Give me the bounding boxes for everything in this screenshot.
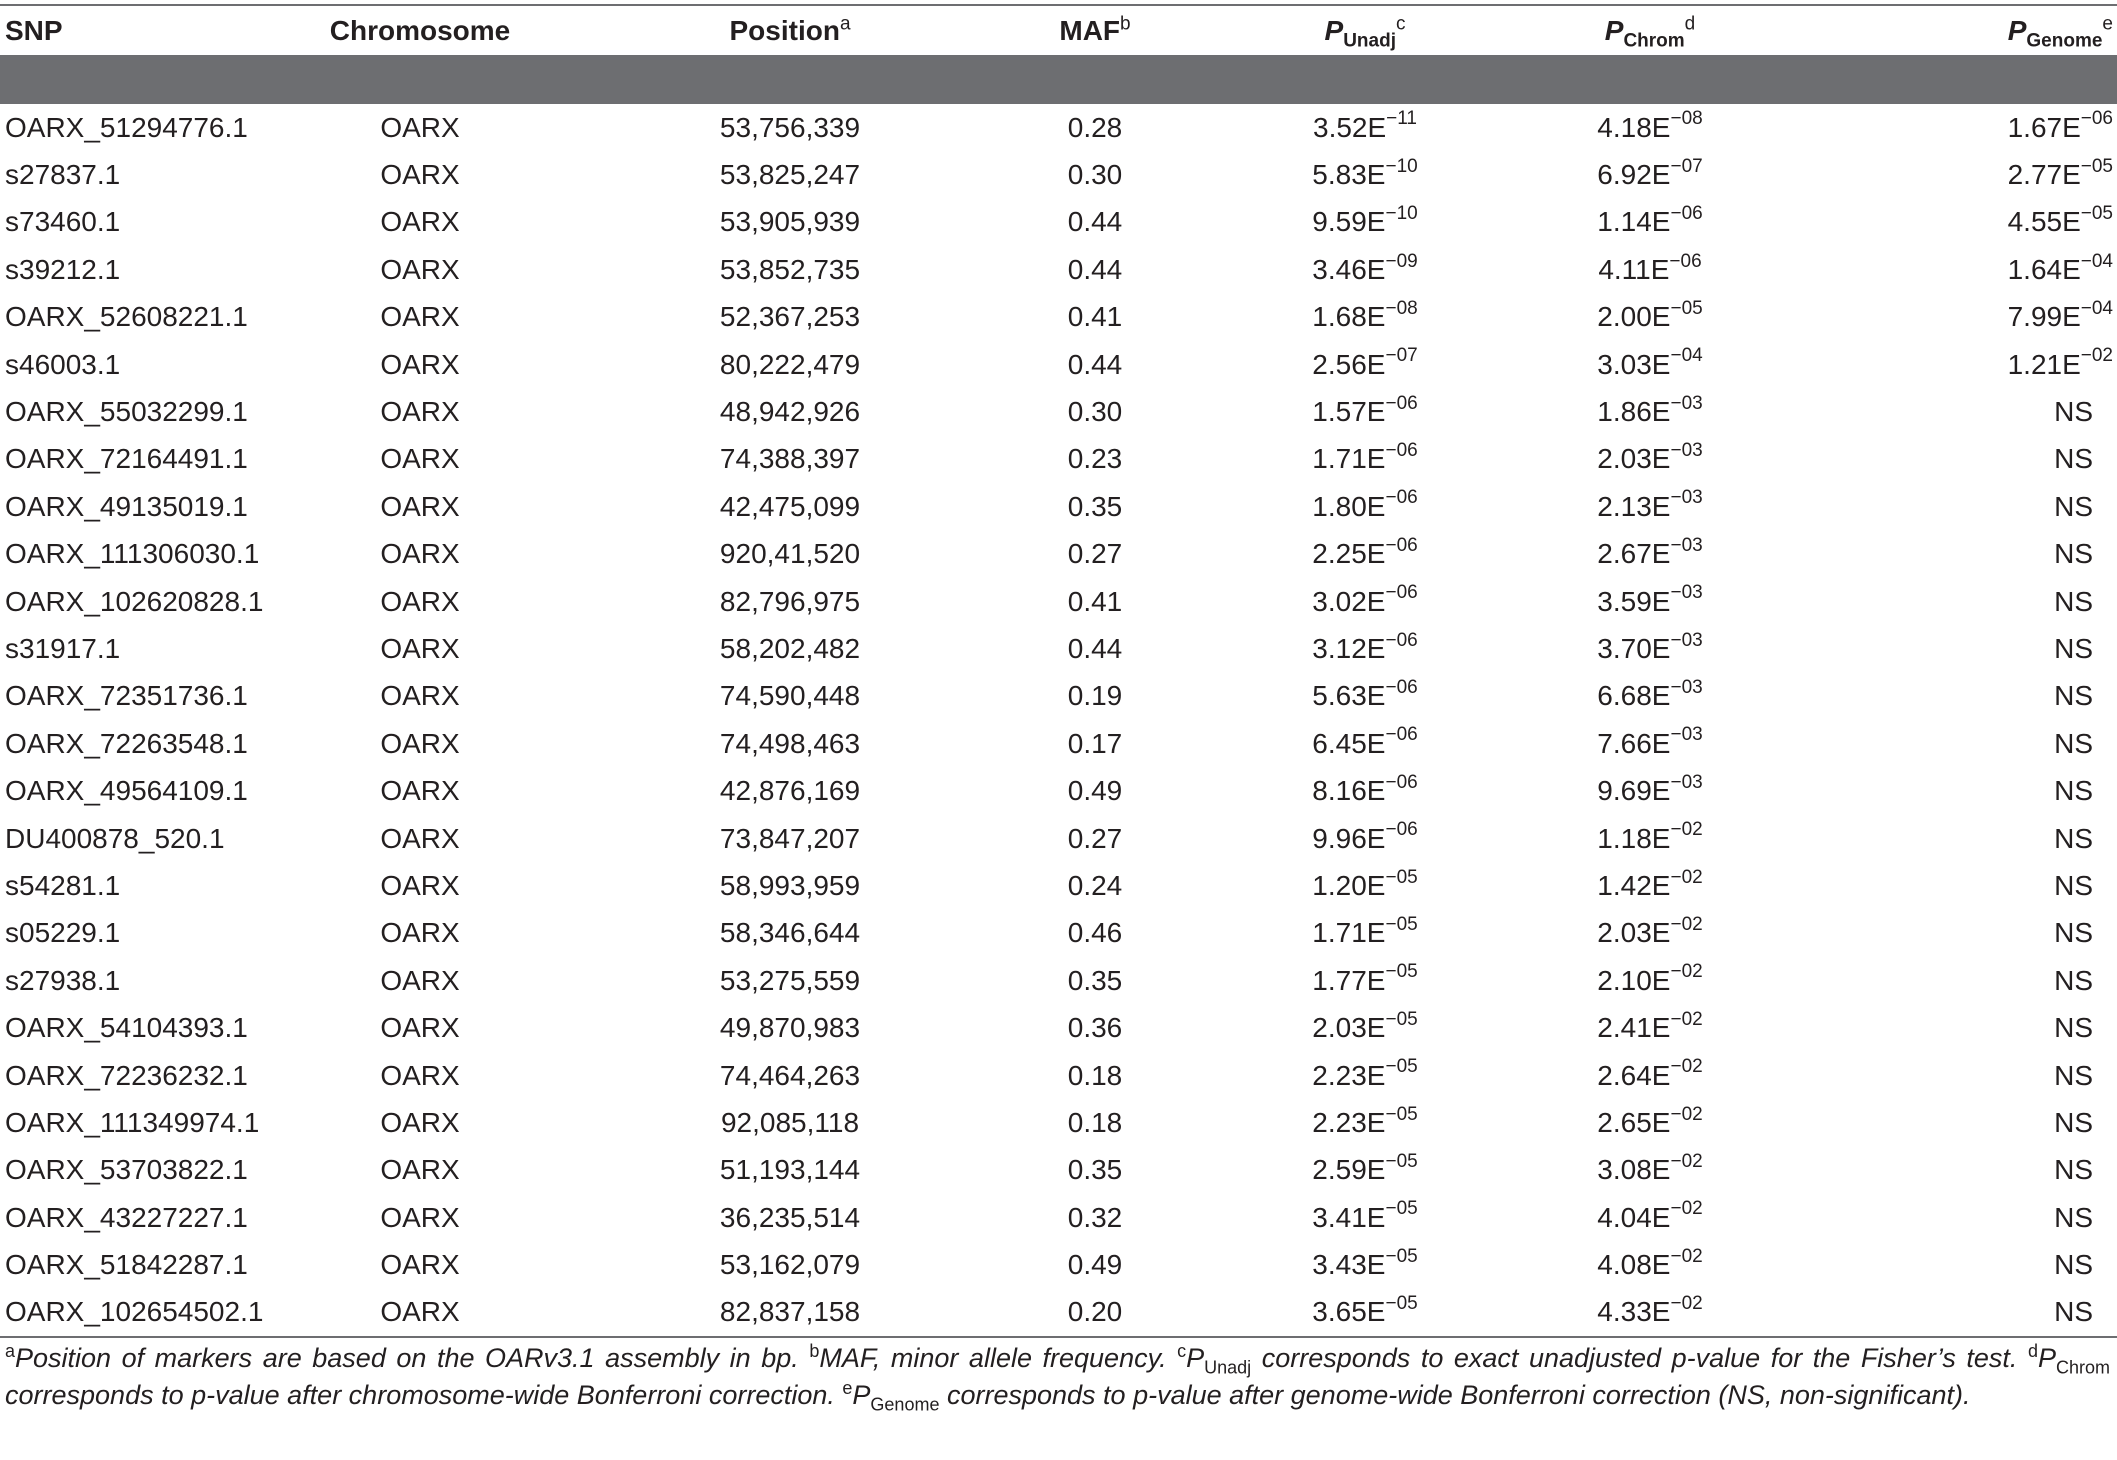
- cell-maf: 0.35: [1067, 1154, 1123, 1186]
- cell-p-chrom: $2.41E^{-02}$: [1597, 1008, 1703, 1044]
- table-row: [0, 1052, 2117, 1099]
- cell-position: 82,837,158: [719, 1296, 861, 1328]
- cell-p-chrom: $4.11E^{-06}$: [1598, 250, 1702, 285]
- cell-p-genome: NS: [2054, 727, 2093, 759]
- cell-position: 74,498,463: [719, 727, 861, 759]
- cell-snp: OARX_102654502.1: [5, 1296, 264, 1328]
- cell-p-genome: $1.64E^{-04}$: [2007, 250, 2113, 285]
- cell-snp: OARX_52608221.1: [5, 301, 248, 333]
- cell-p-unadj: $1.77E^{-05}$: [1312, 961, 1418, 996]
- cell-chromosome: OARX: [380, 396, 460, 428]
- table-row: [0, 910, 2117, 957]
- table-body: [0, 104, 2117, 1336]
- cell-p-unadj: $3.41E^{-05}$: [1312, 1198, 1418, 1233]
- table-row: [0, 483, 2117, 530]
- cell-chromosome: OARX: [380, 1059, 460, 1091]
- cell-p-chrom: $2.10E^{-02}$: [1597, 961, 1703, 996]
- table-header: [0, 6, 2117, 104]
- cell-p-chrom: $2.64E^{-02}$: [1597, 1056, 1703, 1091]
- cell-p-genome: NS: [2054, 443, 2093, 475]
- table-row: [0, 1004, 2117, 1051]
- cell-maf: 0.17: [1067, 727, 1123, 759]
- table-row: [0, 815, 2117, 862]
- cell-p-unadj: $1.68E^{-08}$: [1312, 297, 1418, 333]
- cell-p-chrom: $1.18E^{-02}$: [1597, 819, 1703, 854]
- table-row: [0, 673, 2117, 720]
- cell-chromosome: OARX: [380, 159, 460, 191]
- header-snp: SNP: [5, 14, 63, 46]
- cell-p-genome: NS: [2054, 585, 2093, 617]
- cell-chromosome: OARX: [380, 1296, 460, 1328]
- cell-p-unadj: $3.52E^{-11}$: [1313, 108, 1417, 143]
- table-row: [0, 1241, 2117, 1288]
- table-row: [0, 1194, 2117, 1241]
- cell-maf: 0.18: [1067, 1106, 1123, 1138]
- cell-maf: 0.49: [1067, 775, 1123, 807]
- cell-p-unadj: $5.83E^{-10}$: [1312, 155, 1418, 191]
- cell-snp: OARX_111349974.1: [5, 1106, 260, 1138]
- cell-maf: 0.30: [1067, 396, 1123, 428]
- cell-p-chrom: $4.18E^{-08}$: [1597, 108, 1703, 143]
- cell-p-chrom: $6.92E^{-07}$: [1597, 155, 1703, 191]
- table-row: [0, 1099, 2117, 1146]
- cell-position: 73,847,207: [719, 822, 861, 854]
- cell-p-genome: NS: [2054, 632, 2093, 664]
- cell-p-chrom: $4.33E^{-02}$: [1597, 1293, 1703, 1328]
- cell-p-unadj: $3.46E^{-09}$: [1312, 250, 1418, 285]
- cell-p-chrom: $4.08E^{-02}$: [1597, 1245, 1703, 1281]
- cell-snp: s39212.1: [5, 253, 121, 285]
- cell-position: 58,346,644: [719, 917, 861, 949]
- cell-p-unadj: $1.80E^{-06}$: [1312, 487, 1418, 522]
- cell-p-genome: NS: [2054, 538, 2093, 570]
- cell-snp: OARX_72263548.1: [5, 727, 248, 759]
- cell-maf: 0.27: [1067, 538, 1123, 570]
- cell-chromosome: OARX: [380, 1012, 460, 1044]
- cell-snp: OARX_53703822.1: [5, 1154, 248, 1186]
- cell-chromosome: OARX: [380, 348, 460, 380]
- table-row: [0, 199, 2117, 246]
- cell-p-chrom: $6.68E^{-03}$: [1597, 677, 1703, 712]
- cell-p-unadj: $1.71E^{-05}$: [1312, 914, 1418, 949]
- cell-position: 74,464,263: [719, 1059, 861, 1091]
- cell-p-unadj: $1.20E^{-05}$: [1312, 866, 1418, 901]
- cell-maf: 0.32: [1067, 1201, 1123, 1233]
- cell-position: 74,590,448: [719, 680, 861, 712]
- footnote-e: corresponds to p-value after genome-wide Bonferroni correction (NS, non-significant).: [939, 1380, 1971, 1410]
- cell-p-unadj: $6.45E^{-06}$: [1312, 724, 1418, 759]
- footnote-a: Position of markers are based on the OARv3.1 assembly in bp.: [15, 1343, 810, 1373]
- cell-maf: 0.23: [1067, 443, 1123, 475]
- table-row: [0, 957, 2117, 1004]
- cell-snp: OARX_111306030.1: [5, 538, 260, 570]
- cell-p-chrom: $2.67E^{-03}$: [1597, 534, 1703, 570]
- cell-p-chrom: $1.42E^{-02}$: [1597, 866, 1703, 901]
- cell-chromosome: OARX: [380, 727, 460, 759]
- cell-p-genome: NS: [2054, 1106, 2093, 1138]
- table-row: [0, 104, 2117, 151]
- cell-chromosome: OARX: [380, 585, 460, 617]
- table-row: [0, 625, 2117, 672]
- cell-chromosome: OARX: [380, 253, 460, 285]
- header-p-chrom: $P_{Chrom}^d$: [1604, 13, 1696, 52]
- cell-maf: 0.28: [1067, 111, 1123, 143]
- cell-position: 920,41,520: [719, 538, 861, 570]
- header-position: Position$^a$: [729, 13, 851, 46]
- cell-snp: DU400878_520.1: [5, 822, 225, 854]
- cell-snp: OARX_72164491.1: [5, 443, 248, 475]
- table-row: [0, 767, 2117, 814]
- cell-chromosome: OARX: [380, 1249, 460, 1281]
- cell-snp: OARX_72351736.1: [5, 680, 248, 712]
- cell-position: 80,222,479: [719, 348, 861, 380]
- cell-p-unadj: $2.25E^{-06}$: [1312, 534, 1418, 570]
- cell-chromosome: OARX: [380, 964, 460, 996]
- table-row: [0, 246, 2117, 293]
- cell-p-genome: NS: [2054, 869, 2093, 901]
- cell-position: 48,942,926: [719, 396, 861, 428]
- header-rule: [0, 55, 2117, 104]
- cell-p-genome: NS: [2054, 1201, 2093, 1233]
- cell-position: 58,993,959: [719, 869, 861, 901]
- table-row: [0, 341, 2117, 388]
- cell-snp: s05229.1: [5, 917, 121, 949]
- cell-p-genome: NS: [2054, 1296, 2093, 1328]
- cell-p-genome: $1.67E^{-06}$: [2007, 108, 2113, 143]
- cell-p-genome: NS: [2054, 396, 2093, 428]
- cell-snp: OARX_43227227.1: [5, 1201, 248, 1233]
- cell-position: 53,852,735: [719, 253, 861, 285]
- cell-chromosome: OARX: [380, 206, 460, 238]
- cell-maf: 0.49: [1067, 1249, 1123, 1281]
- table-row: [0, 388, 2117, 435]
- cell-p-unadj: $2.59E^{-05}$: [1312, 1150, 1418, 1186]
- cell-p-chrom: $9.69E^{-03}$: [1597, 771, 1703, 807]
- cell-snp: OARX_102620828.1: [5, 585, 264, 617]
- table-bottom-rule: [0, 1336, 2117, 1338]
- cell-p-genome: NS: [2054, 680, 2093, 712]
- cell-p-chrom: $7.66E^{-03}$: [1597, 724, 1703, 759]
- cell-p-chrom: $3.03E^{-04}$: [1597, 345, 1703, 380]
- cell-p-chrom: $1.86E^{-03}$: [1597, 392, 1703, 428]
- cell-maf: 0.20: [1067, 1296, 1123, 1328]
- table-row: [0, 1289, 2117, 1336]
- cell-chromosome: OARX: [380, 538, 460, 570]
- cell-maf: 0.46: [1067, 917, 1123, 949]
- cell-chromosome: OARX: [380, 301, 460, 333]
- cell-p-chrom: $2.13E^{-03}$: [1597, 487, 1703, 522]
- cell-snp: s46003.1: [5, 348, 121, 380]
- cell-snp: s31917.1: [5, 632, 121, 664]
- table-row: [0, 862, 2117, 909]
- cell-p-genome: NS: [2054, 1059, 2093, 1091]
- cell-p-genome: NS: [2054, 964, 2093, 996]
- cell-p-chrom: $3.59E^{-03}$: [1597, 582, 1703, 617]
- cell-p-genome: NS: [2054, 1012, 2093, 1044]
- cell-maf: 0.19: [1067, 680, 1123, 712]
- table-row: [0, 294, 2117, 341]
- cell-position: 49,870,983: [719, 1012, 861, 1044]
- table-row: [0, 578, 2117, 625]
- cell-position: 53,162,079: [719, 1249, 861, 1281]
- footnote-c: corresponds to exact unadjusted p-value for the Fisher’s test.: [1251, 1343, 2028, 1373]
- cell-snp: OARX_54104393.1: [5, 1012, 248, 1044]
- cell-maf: 0.27: [1067, 822, 1123, 854]
- cell-p-unadj: $1.71E^{-06}$: [1312, 440, 1418, 475]
- cell-maf: 0.41: [1067, 301, 1123, 333]
- cell-position: 53,905,939: [719, 206, 861, 238]
- cell-snp: s27837.1: [5, 159, 121, 191]
- cell-position: 53,825,247: [719, 159, 861, 191]
- cell-snp: OARX_49135019.1: [5, 490, 248, 522]
- cell-p-unadj: $2.23E^{-05}$: [1312, 1103, 1418, 1138]
- cell-snp: OARX_72236232.1: [5, 1059, 248, 1091]
- header-maf: MAF$^b$: [1059, 13, 1131, 46]
- snp-results-table: [0, 6, 2117, 1336]
- cell-snp: OARX_51842287.1: [5, 1249, 248, 1281]
- cell-chromosome: OARX: [380, 632, 460, 664]
- cell-p-genome: NS: [2054, 917, 2093, 949]
- cell-p-chrom: $1.14E^{-06}$: [1597, 203, 1703, 238]
- cell-p-chrom: $2.00E^{-05}$: [1597, 297, 1703, 333]
- cell-chromosome: OARX: [380, 680, 460, 712]
- header-p-unadj: $P_{Unadj}^c$: [1324, 13, 1406, 52]
- cell-p-unadj: $9.59E^{-10}$: [1312, 203, 1418, 238]
- cell-p-unadj: $3.02E^{-06}$: [1312, 582, 1418, 617]
- table-row: [0, 1147, 2117, 1194]
- cell-p-genome: NS: [2054, 1249, 2093, 1281]
- cell-chromosome: OARX: [380, 490, 460, 522]
- cell-snp: OARX_51294776.1: [5, 111, 248, 143]
- table-footnote: $^a$Position of markers are based on the OARv3.1 assembly in bp. $^b$MAF, minor allele frequency. $^cP_{Unadj}$ corresponds to exact unadjusted p-value for the Fisher’s test. $^dP_{Chrom}$ corresponds to p-value after chromosome-wide Bonferroni correction. $^eP_{Genome}$ corresponds to p-value after genome-wide Bonferroni correction (NS, non-significant).: [5, 1341, 2110, 1415]
- cell-maf: 0.44: [1067, 348, 1123, 380]
- cell-position: 51,193,144: [719, 1154, 861, 1186]
- cell-maf: 0.44: [1067, 206, 1123, 238]
- cell-snp: s54281.1: [5, 869, 121, 901]
- cell-p-chrom: $2.65E^{-02}$: [1597, 1103, 1703, 1138]
- table-row: [0, 531, 2117, 578]
- cell-maf: 0.35: [1067, 490, 1123, 522]
- cell-p-unadj: $2.23E^{-05}$: [1312, 1056, 1418, 1091]
- cell-chromosome: OARX: [380, 917, 460, 949]
- cell-maf: 0.35: [1067, 964, 1123, 996]
- table-row: [0, 151, 2117, 198]
- cell-p-chrom: $2.03E^{-03}$: [1597, 440, 1703, 475]
- cell-position: 74,388,397: [719, 443, 861, 475]
- cell-p-unadj: $8.16E^{-06}$: [1312, 771, 1418, 807]
- cell-p-genome: NS: [2054, 1154, 2093, 1186]
- cell-chromosome: OARX: [380, 775, 460, 807]
- cell-chromosome: OARX: [380, 1201, 460, 1233]
- footnote-d: corresponds to p-value after chromosome-wide Bonferroni correction.: [5, 1380, 843, 1410]
- cell-maf: 0.24: [1067, 869, 1123, 901]
- cell-maf: 0.44: [1067, 632, 1123, 664]
- cell-maf: 0.36: [1067, 1012, 1123, 1044]
- cell-p-unadj: $9.96E^{-06}$: [1312, 819, 1418, 854]
- cell-position: 52,367,253: [719, 301, 861, 333]
- footnote-b: MAF, minor allele frequency.: [819, 1343, 1178, 1373]
- cell-chromosome: OARX: [380, 1106, 460, 1138]
- cell-p-chrom: $2.03E^{-02}$: [1597, 914, 1703, 949]
- cell-p-genome: NS: [2054, 490, 2093, 522]
- cell-p-unadj: $2.03E^{-05}$: [1312, 1008, 1418, 1044]
- cell-p-chrom: $4.04E^{-02}$: [1597, 1198, 1703, 1233]
- cell-p-genome: $2.77E^{-05}$: [2007, 155, 2113, 191]
- cell-p-unadj: $2.56E^{-07}$: [1312, 345, 1418, 380]
- cell-maf: 0.44: [1067, 253, 1123, 285]
- cell-position: 53,756,339: [719, 111, 861, 143]
- cell-p-genome: $7.99E^{-04}$: [2007, 297, 2113, 333]
- cell-p-unadj: $3.43E^{-05}$: [1312, 1245, 1418, 1281]
- cell-p-chrom: $3.70E^{-03}$: [1597, 629, 1703, 664]
- cell-position: 92,085,118: [720, 1106, 860, 1138]
- cell-chromosome: OARX: [380, 822, 460, 854]
- cell-chromosome: OARX: [380, 1154, 460, 1186]
- cell-chromosome: OARX: [380, 111, 460, 143]
- cell-snp: OARX_49564109.1: [5, 775, 248, 807]
- cell-snp: OARX_55032299.1: [5, 396, 248, 428]
- cell-p-genome: $4.55E^{-05}$: [2007, 203, 2113, 238]
- header-p-genome: $P_{Genome}^e$: [2007, 13, 2113, 52]
- cell-position: 36,235,514: [719, 1201, 861, 1233]
- cell-position: 58,202,482: [719, 632, 861, 664]
- table-row: [0, 436, 2117, 483]
- cell-p-genome: $1.21E^{-02}$: [2007, 345, 2113, 380]
- cell-p-unadj: $1.57E^{-06}$: [1312, 392, 1418, 428]
- cell-maf: 0.18: [1067, 1059, 1123, 1091]
- cell-position: 53,275,559: [719, 964, 861, 996]
- cell-p-unadj: $5.63E^{-06}$: [1312, 677, 1418, 712]
- cell-maf: 0.41: [1067, 585, 1123, 617]
- cell-p-genome: NS: [2054, 822, 2093, 854]
- cell-snp: s73460.1: [5, 206, 121, 238]
- cell-position: 42,876,169: [719, 775, 861, 807]
- cell-maf: 0.30: [1067, 159, 1123, 191]
- cell-position: 82,796,975: [719, 585, 861, 617]
- cell-chromosome: OARX: [380, 443, 460, 475]
- cell-p-chrom: $3.08E^{-02}$: [1597, 1150, 1703, 1186]
- header-chromosome: Chromosome: [329, 14, 511, 46]
- cell-position: 42,475,099: [719, 490, 861, 522]
- cell-p-genome: NS: [2054, 775, 2093, 807]
- results-table-container: [0, 4, 2117, 1338]
- cell-snp: s27938.1: [5, 964, 121, 996]
- cell-chromosome: OARX: [380, 869, 460, 901]
- table-row: [0, 720, 2117, 767]
- cell-p-unadj: $3.65E^{-05}$: [1312, 1293, 1418, 1328]
- cell-p-unadj: $3.12E^{-06}$: [1312, 629, 1418, 664]
